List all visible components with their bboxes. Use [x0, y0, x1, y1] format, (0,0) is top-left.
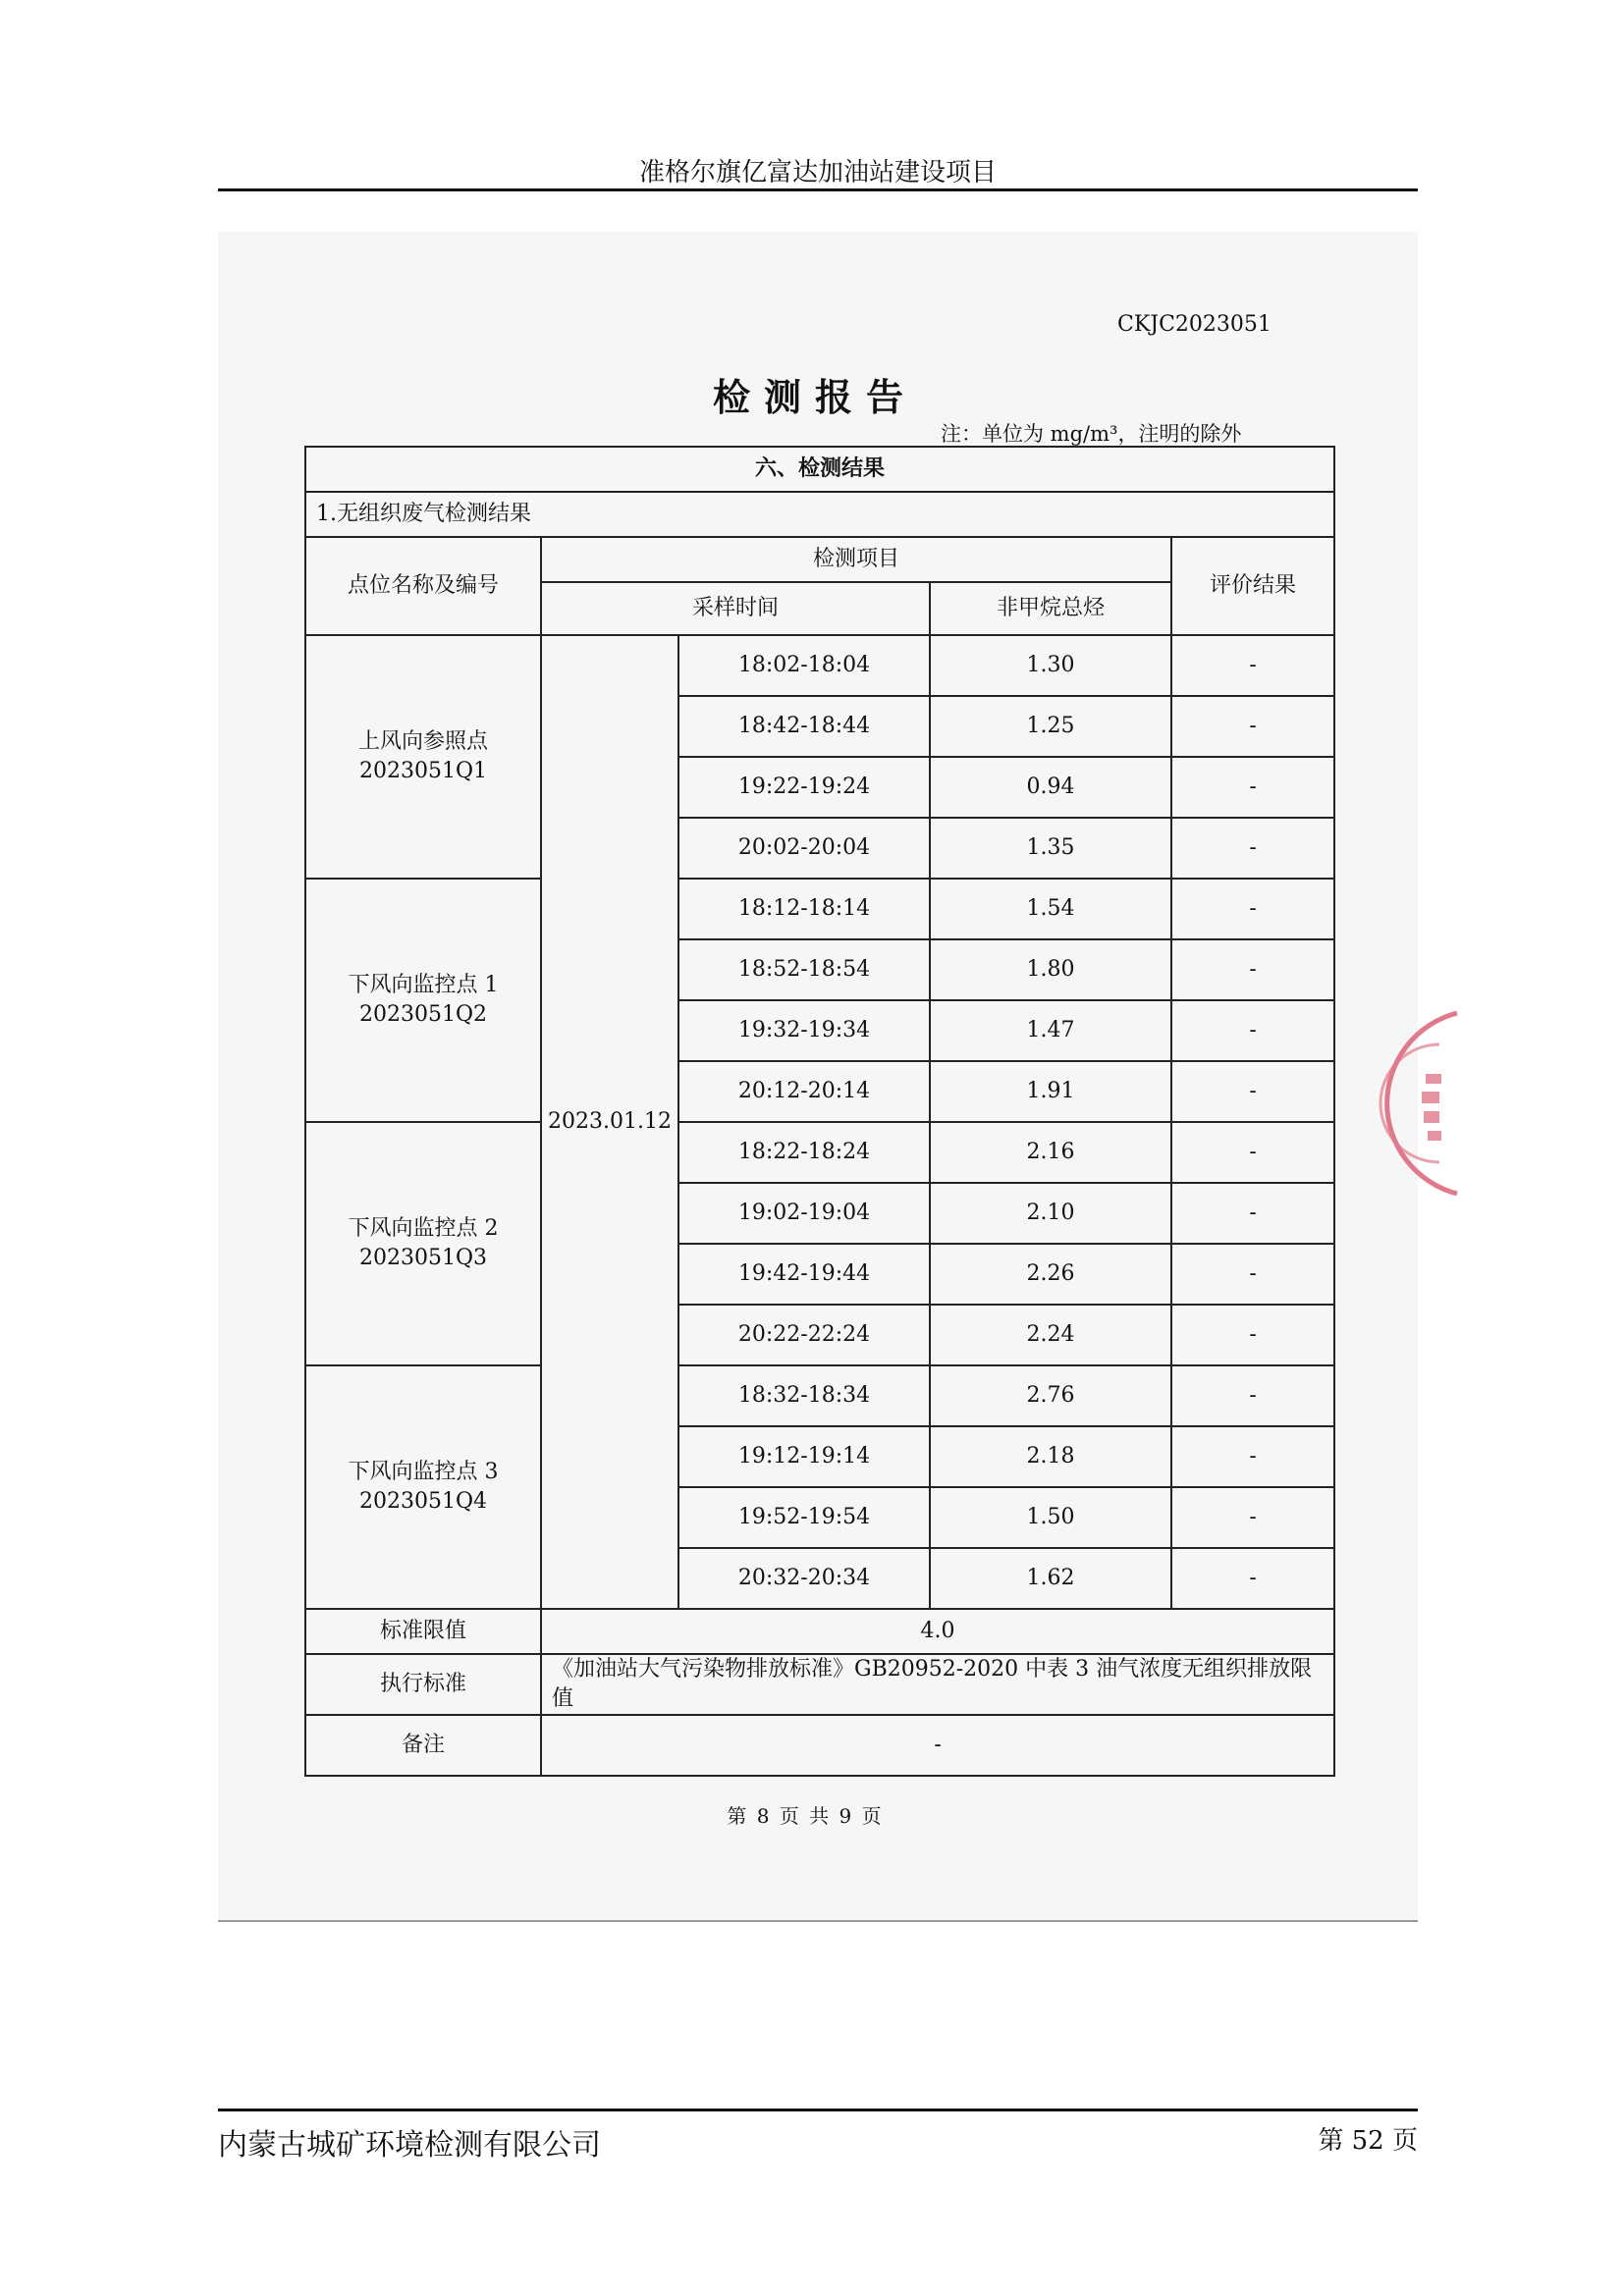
value-cell: 2.24 — [930, 1305, 1171, 1365]
header-time: 采样时间 — [541, 582, 930, 635]
remark-value: - — [541, 1715, 1334, 1776]
date-cell: 2023.01.12 — [541, 635, 678, 1609]
eval-cell: - — [1171, 1548, 1334, 1609]
eval-cell: - — [1171, 1365, 1334, 1426]
time-cell: 20:12-20:14 — [678, 1061, 930, 1122]
time-cell: 19:22-19:24 — [678, 757, 930, 818]
remark-label: 备注 — [305, 1715, 541, 1776]
results-table — [304, 446, 1335, 1777]
time-cell: 19:12-19:14 — [678, 1426, 930, 1487]
time-cell: 20:32-20:34 — [678, 1548, 930, 1609]
time-cell: 18:12-18:14 — [678, 879, 930, 939]
time-cell: 19:42-19:44 — [678, 1244, 930, 1305]
time-cell: 20:02-20:04 — [678, 818, 930, 879]
point-cell: 下风向监控点 1 2023051Q2 — [305, 879, 541, 1122]
time-cell: 18:02-18:04 — [678, 635, 930, 696]
eval-cell: - — [1171, 696, 1334, 757]
page-header: 准格尔旗亿富达加油站建设项目 — [638, 158, 997, 187]
value-cell: 2.16 — [930, 1122, 1171, 1183]
value-cell: 1.54 — [930, 879, 1171, 939]
time-cell: 18:32-18:34 — [678, 1365, 930, 1426]
unit-note: 注：单位为 mg/m³，注明的除外 — [941, 422, 1242, 446]
standard-value: 《加油站大气污染物排放标准》GB20952-2020 中表 3 油气浓度无组织排放限值 — [541, 1654, 1334, 1715]
footer-rule — [218, 2109, 1418, 2111]
scan-bottom-edge — [218, 1920, 1418, 1922]
point-cell: 下风向监控点 2 2023051Q3 — [305, 1122, 541, 1365]
point-cell: 上风向参照点 2023051Q1 — [305, 635, 541, 879]
value-cell: 2.18 — [930, 1426, 1171, 1487]
time-cell: 18:22-18:24 — [678, 1122, 930, 1183]
value-cell: 0.94 — [930, 757, 1171, 818]
limit-label: 标准限值 — [305, 1609, 541, 1654]
header-items: 检测项目 — [541, 537, 1171, 582]
time-cell: 19:32-19:34 — [678, 1000, 930, 1061]
eval-cell: - — [1171, 939, 1334, 1000]
eval-cell: - — [1171, 879, 1334, 939]
header-eval: 评价结果 — [1171, 537, 1334, 635]
value-cell: 1.62 — [930, 1548, 1171, 1609]
report-number: CKJC2023051 — [1117, 312, 1272, 337]
footer-page-number: 第 52 页 — [1318, 2126, 1418, 2156]
point-cell: 下风向监控点 3 2023051Q4 — [305, 1365, 541, 1609]
eval-cell: - — [1171, 1487, 1334, 1548]
subsection-title: 1.无组织废气检测结果 — [305, 492, 1334, 537]
standard-label: 执行标准 — [305, 1654, 541, 1715]
footer-company: 内蒙古城矿环境检测有限公司 — [218, 2128, 601, 2163]
value-cell: 2.76 — [930, 1365, 1171, 1426]
value-cell: 1.80 — [930, 939, 1171, 1000]
time-cell: 18:42-18:44 — [678, 696, 930, 757]
time-cell: 18:52-18:54 — [678, 939, 930, 1000]
time-cell: 19:02-19:04 — [678, 1183, 930, 1244]
eval-cell: - — [1171, 1426, 1334, 1487]
limit-value: 4.0 — [541, 1609, 1334, 1654]
eval-cell: - — [1171, 1183, 1334, 1244]
eval-cell: - — [1171, 818, 1334, 879]
eval-cell: - — [1171, 1244, 1334, 1305]
eval-cell: - — [1171, 1305, 1334, 1365]
value-cell: 1.35 — [930, 818, 1171, 879]
value-cell: 1.47 — [930, 1000, 1171, 1061]
header-point: 点位名称及编号 — [305, 537, 541, 635]
eval-cell: - — [1171, 757, 1334, 818]
eval-cell: - — [1171, 635, 1334, 696]
time-cell: 20:22-22:24 — [678, 1305, 930, 1365]
value-cell: 2.10 — [930, 1183, 1171, 1244]
eval-cell: - — [1171, 1061, 1334, 1122]
header-rule — [218, 188, 1418, 191]
time-cell: 19:52-19:54 — [678, 1487, 930, 1548]
section-title: 六、检测结果 — [305, 447, 1334, 492]
eval-cell: - — [1171, 1122, 1334, 1183]
value-cell: 1.30 — [930, 635, 1171, 696]
value-cell: 1.25 — [930, 696, 1171, 757]
red-seal-stamp — [1379, 1005, 1467, 1201]
report-title: 检测报告 — [712, 375, 917, 419]
value-cell: 1.50 — [930, 1487, 1171, 1548]
value-cell: 2.26 — [930, 1244, 1171, 1305]
report-page-count: 第 8 页 共 9 页 — [727, 1804, 884, 1828]
eval-cell: - — [1171, 1000, 1334, 1061]
header-nmhc: 非甲烷总烃 — [930, 582, 1171, 635]
value-cell: 1.91 — [930, 1061, 1171, 1122]
